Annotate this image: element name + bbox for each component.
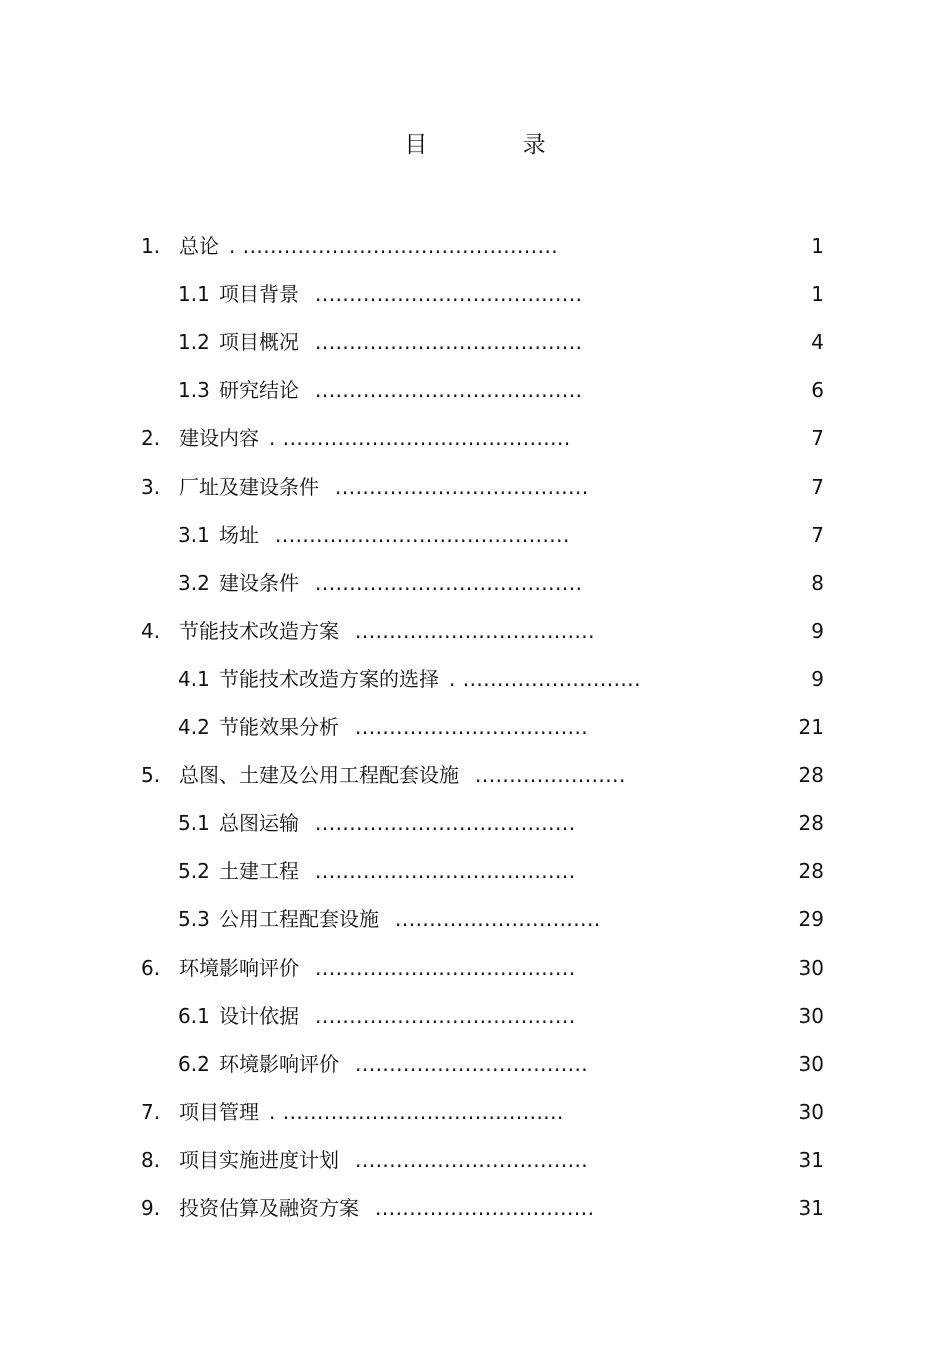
toc-entry-leader: ........................................... (275, 522, 570, 547)
toc-entry-page: 7 (811, 474, 824, 499)
toc-entry (141, 1096, 824, 1128)
toc-entry-leader: ................................... (355, 618, 596, 643)
toc-entry (178, 1000, 824, 1032)
toc-entry-number: 2. (141, 426, 161, 451)
toc-entry-number: 3. (141, 474, 161, 499)
toc-entry (178, 374, 824, 406)
toc-entry-label: 节能技术改造方案 (179, 618, 339, 643)
toc-entry-page: 30 (798, 955, 824, 980)
toc-entry-label: 节能技术改造方案的选择 (219, 666, 439, 691)
toc-entry-number: 1.3 (178, 378, 210, 403)
toc-entry-number: 7. (141, 1099, 161, 1124)
toc-entry-label: 环境影响评价 (179, 955, 299, 980)
toc-entry (141, 615, 824, 647)
toc-entry-label: 项目实施进度计划 (179, 1147, 339, 1172)
toc-entry-number: 8. (141, 1147, 161, 1172)
toc-entry (178, 711, 824, 743)
toc-entry-page: 7 (811, 522, 824, 547)
toc-entry-number: 4.2 (178, 715, 210, 739)
toc-entry-page: 28 (798, 763, 824, 788)
toc-entry (141, 230, 824, 262)
toc-entry (178, 326, 824, 358)
toc-entry (178, 663, 824, 695)
toc-entry-label: 土建工程 (219, 859, 299, 884)
toc-entry-leader: ...................................... (315, 955, 576, 980)
toc-entry-page: 6 (811, 378, 824, 403)
toc-entry-label: 建设条件 (219, 570, 299, 595)
toc-entry-page: 30 (798, 1099, 824, 1124)
toc-entry-page: 1 (811, 282, 824, 307)
toc-entry (178, 855, 824, 887)
toc-entry-page: 9 (811, 618, 824, 643)
toc-entry (141, 422, 824, 454)
toc-title: 目 录 (404, 132, 590, 158)
toc-entry (178, 903, 824, 935)
toc-entry-leader: . ......................................... (269, 1099, 564, 1124)
toc-entry-leader: . .......................................... (269, 426, 571, 451)
toc-entry-label: 总论 (179, 234, 219, 258)
toc-entry-label: 公用工程配套设施 (219, 907, 379, 932)
toc-entry-label: 环境影响评价 (219, 1051, 339, 1076)
toc-entry-label: 建设内容 (179, 426, 259, 451)
toc-entry-page: 7 (811, 426, 824, 451)
toc-entry-leader: ...................................... (315, 859, 576, 884)
toc-entry-label: 设计依据 (219, 1003, 299, 1028)
toc-entry (141, 1144, 824, 1176)
toc-entry-page: 30 (798, 1003, 824, 1028)
toc-entry-number: 6.1 (178, 1003, 210, 1028)
toc-entry-leader: ....................................... (315, 330, 583, 355)
toc-entry-number: 4.1 (178, 666, 210, 691)
toc-entry-label: 项目管理 (179, 1099, 259, 1124)
toc-entry (141, 471, 824, 503)
toc-entry (178, 807, 824, 839)
toc-entry-leader: .................................. (355, 1051, 589, 1076)
toc-entry-leader: ....................................... (315, 378, 583, 403)
toc-entry (178, 1048, 824, 1080)
toc-entry-number: 6. (141, 955, 161, 980)
toc-entry-label: 项目背景 (219, 282, 299, 307)
toc-entry-page: 31 (798, 1196, 824, 1220)
toc-entry-leader: . .............................................. (229, 234, 559, 258)
toc-entry-leader: .................................. (355, 1147, 589, 1172)
toc-entry-label: 总图、土建及公用工程配套设施 (179, 763, 459, 788)
toc-entry-label: 场址 (219, 522, 259, 547)
toc-entry-number: 5.2 (178, 859, 210, 884)
toc-entry (141, 759, 824, 791)
toc-entry-label: 研究结论 (219, 378, 299, 403)
toc-entry-leader: .................................. (355, 715, 589, 739)
toc-entry-leader: ...................................... (315, 1003, 576, 1028)
toc-entry-leader: . .......................... (449, 666, 642, 691)
toc-entry-number: 3.2 (178, 570, 210, 595)
toc-entry-leader: ................................ (375, 1196, 595, 1220)
toc-entry-page: 8 (811, 570, 824, 595)
toc-entry-label: 投资估算及融资方案 (179, 1196, 359, 1220)
toc-entry-number: 1.2 (178, 330, 210, 355)
toc-entry-number: 9. (141, 1196, 161, 1220)
toc-entry (178, 519, 824, 551)
toc-entry-leader: .............................. (395, 907, 601, 932)
toc-entry-number: 6.2 (178, 1051, 210, 1076)
toc-entry (178, 567, 824, 599)
toc-entry-page: 28 (798, 811, 824, 836)
toc-entry-page: 31 (798, 1147, 824, 1172)
toc-entry-leader: ...................... (475, 763, 626, 788)
toc-entry-page: 21 (798, 715, 824, 739)
toc-entry (178, 278, 824, 310)
toc-entry-leader: ....................................... (315, 570, 583, 595)
toc-entry-label: 项目概况 (219, 330, 299, 355)
toc-entry-number: 5.3 (178, 907, 210, 932)
toc-entry-page: 28 (798, 859, 824, 884)
toc-entry-page: 4 (811, 330, 824, 355)
toc-entry-number: 1. (141, 234, 161, 258)
toc-entry-page: 9 (811, 666, 824, 691)
toc-entry-label: 节能效果分析 (219, 715, 339, 739)
toc-entry-page: 29 (798, 907, 824, 932)
toc-entry-number: 3.1 (178, 522, 210, 547)
toc-entry-number: 1.1 (178, 282, 210, 307)
toc-entry (141, 1192, 824, 1224)
toc-entry-page: 1 (811, 234, 824, 258)
toc-entry-label: 厂址及建设条件 (179, 474, 319, 499)
toc-entry-page: 30 (798, 1051, 824, 1076)
toc-entry (141, 952, 824, 984)
toc-entry-leader: ...................................... (315, 811, 576, 836)
toc-entry-number: 4. (141, 618, 161, 643)
toc-entry-label: 总图运输 (219, 811, 299, 836)
toc-entry-number: 5.1 (178, 811, 210, 836)
toc-entry-number: 5. (141, 763, 161, 788)
toc-entry-leader: ....................................... (315, 282, 583, 307)
toc-entry-leader: ..................................... (335, 474, 589, 499)
